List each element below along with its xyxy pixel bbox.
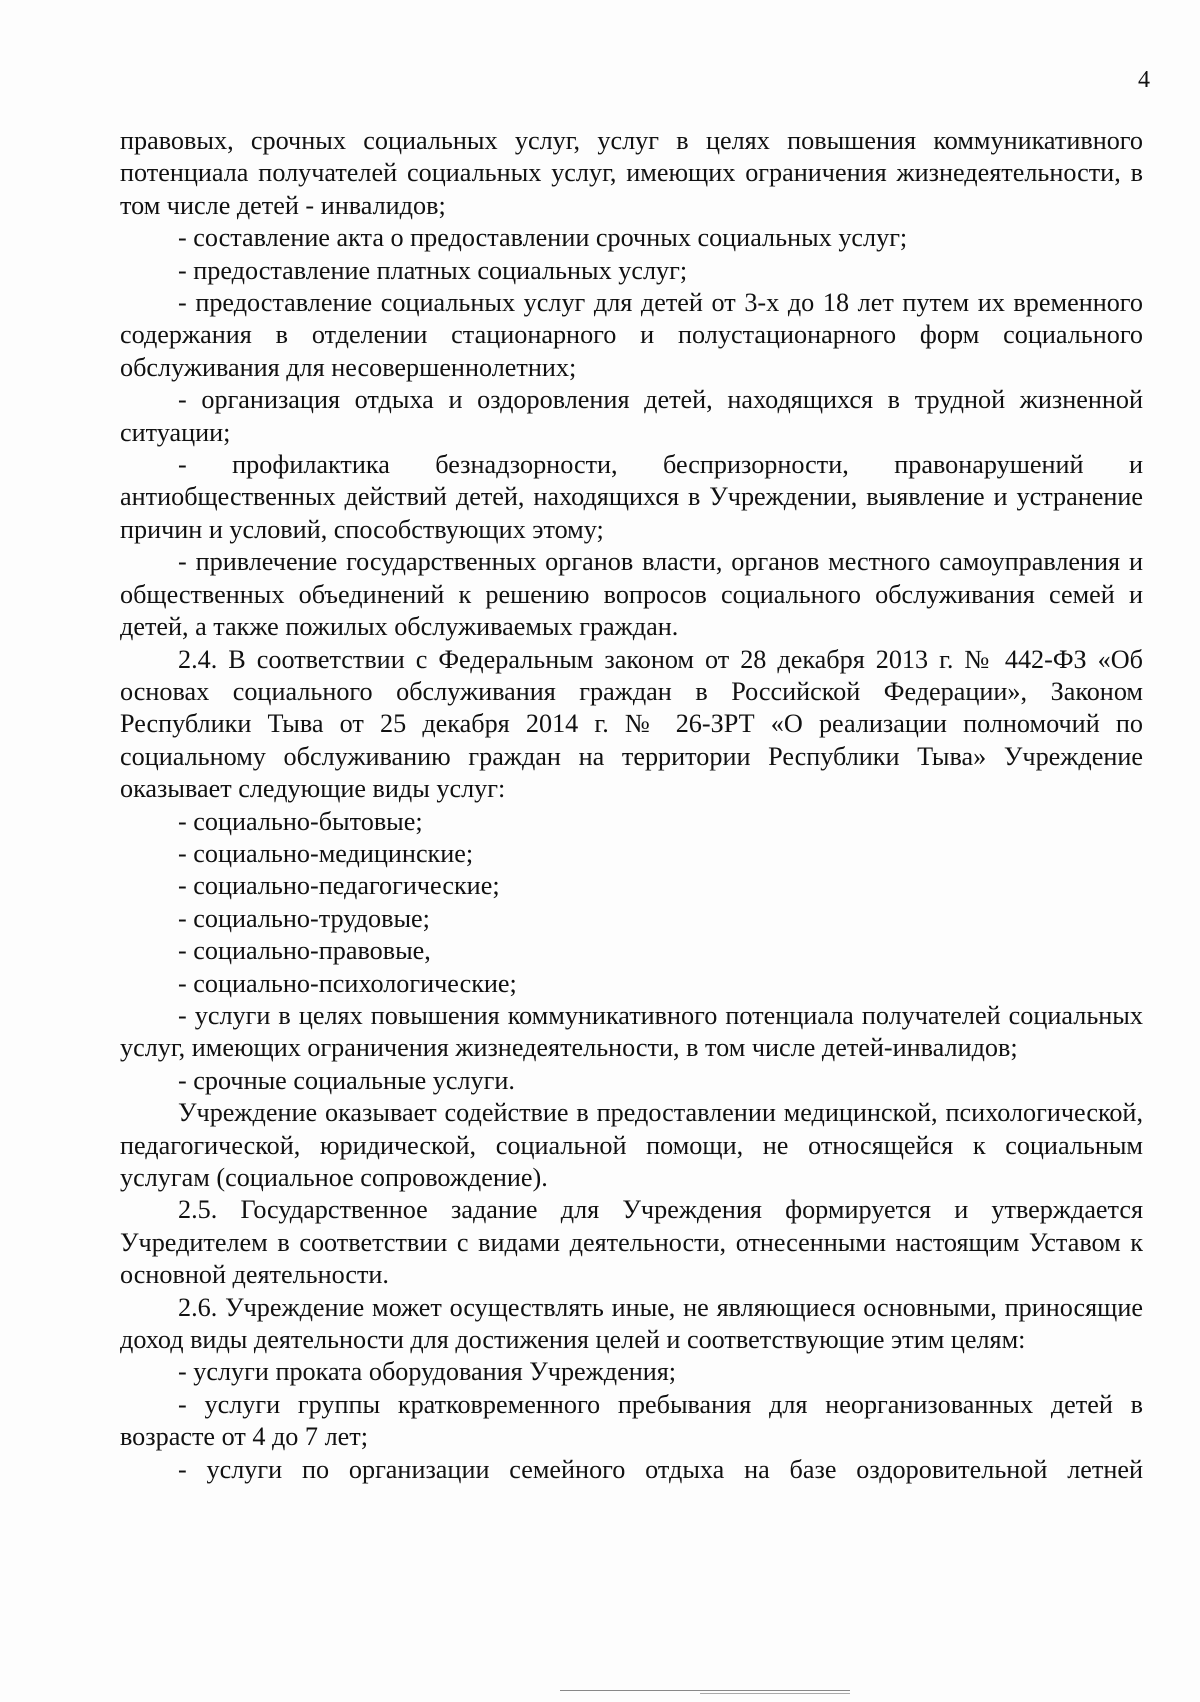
paragraph: правовых, срочных социальных услуг, услуг в целях повышения коммуникативного потенциала получателей социальных услуг, имеющих ограничения жизнедеятельности, в том числе детей - инвалидов; bbox=[120, 126, 1143, 220]
paragraph-2-5: 2.5. Государственное задание для Учреждения формируется и утверждается Учредителем в соответствии с видами деятельности, отнесенными настоящим Уставом к основной деятельности. bbox=[120, 1195, 1143, 1290]
list-item: - социально-бытовые; bbox=[178, 806, 423, 836]
list-item: - профилактика безнадзорности, беспризорности, правонарушений и антиобщественных действий детей, находящихся в Учреждении, выявление и устранение причин и условий, способствующих этому; bbox=[120, 450, 1143, 544]
list-item: - организация отдыха и оздоровления детей, находящихся в трудной жизненной ситуации; bbox=[120, 385, 1143, 447]
paragraph-2-4: 2.4. В соответствии с Федеральным законом от 28 декабря 2013 г. № 442-ФЗ «Об основах социального обслуживания граждан в Российской Федерации», Законом Республики Тыва от 25 декабря 2014 г. № 26-ЗРТ «О реализации полномочий по социальному обслуживанию граждан на территории Республики Тыва» Учреждение оказывает следующие виды услуг: bbox=[120, 644, 1143, 804]
list-item: - срочные социальные услуги. bbox=[178, 1065, 515, 1095]
scan-edge-line bbox=[700, 1693, 850, 1694]
scan-edge-line bbox=[560, 1690, 850, 1691]
paragraph: Учреждение оказывает содействие в предоставлении медицинской, психологической, педагогической, юридической, социальной помощи, не относящейся к социальным услугам (социальное сопровождение). bbox=[120, 1098, 1143, 1192]
document-body bbox=[120, 125, 1143, 1486]
paragraph-2-6: 2.6. Учреждение может осуществлять иные, не являющиеся основными, приносящие доход виды деятельности для достижения целей и соответствующие этим целям: bbox=[120, 1292, 1143, 1355]
list-item: - социально-педагогические; bbox=[178, 871, 500, 901]
list-item: - предоставление социальных услуг для детей от 3-х до 18 лет путем их временного содержания в отделении стационарного и полустационарного форм социального обслуживания для несовершеннолетних; bbox=[120, 288, 1143, 382]
list-item: - услуги группы кратковременного пребывания для неорганизованных детей в возрасте от 4 до 7 лет; bbox=[120, 1389, 1143, 1452]
list-item: - услуги по организации семейного отдыха на базе оздоровительной летней bbox=[178, 1454, 1143, 1484]
list-item: - услуги в целях повышения коммуникативного потенциала получателей социальных услуг, имеющих ограничения жизнедеятельности, в том числе детей-инвалидов; bbox=[120, 1000, 1143, 1063]
list-item: - социально-трудовые; bbox=[178, 903, 430, 933]
list-item: - социально-психологические; bbox=[178, 968, 517, 998]
list-item: - составление акта о предоставлении срочных социальных услуг; bbox=[178, 223, 908, 253]
page-number: 4 bbox=[1138, 67, 1150, 93]
list-item: - предоставление платных социальных услуг; bbox=[178, 255, 688, 285]
list-item: - социально-медицинские; bbox=[178, 838, 474, 868]
list-item: - услуги проката оборудования Учреждения; bbox=[178, 1357, 677, 1387]
list-item: - социально-правовые, bbox=[178, 936, 431, 966]
list-item: - привлечение государственных органов власти, органов местного самоуправления и общественных объединений к решению вопросов социального обслуживания семей и детей, а также пожилых обслуживаемых граждан. bbox=[120, 547, 1143, 642]
